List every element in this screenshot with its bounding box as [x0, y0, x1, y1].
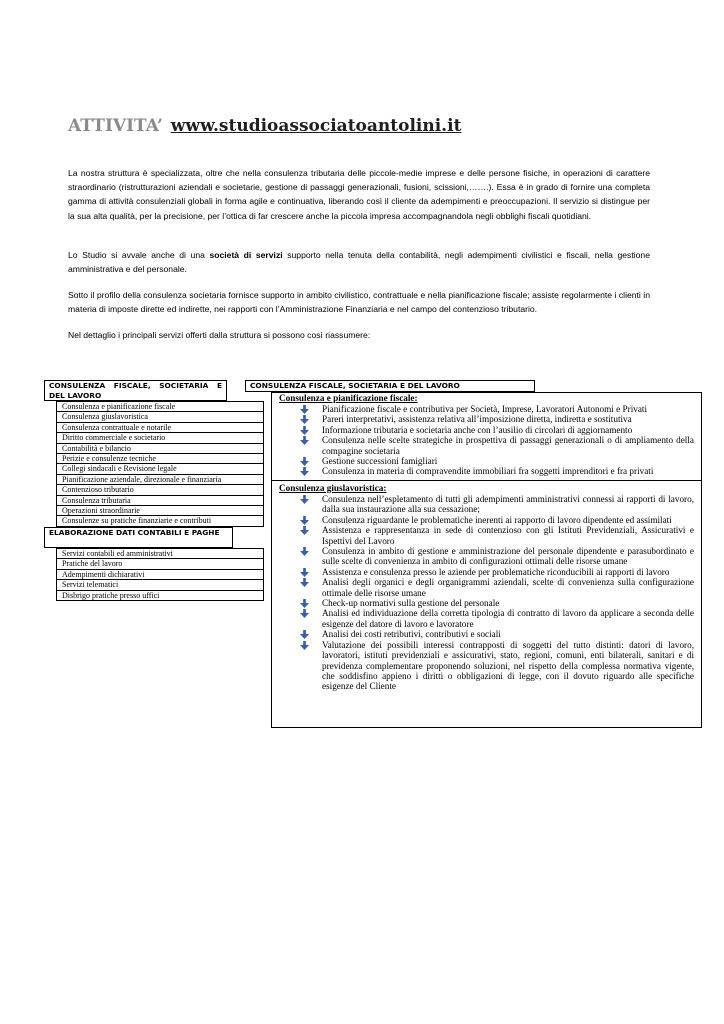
bullet-item — [300, 404, 694, 414]
bullet-text: Analisi dei costi retributivi, contributivi e sociali — [322, 629, 501, 640]
intro-paragraph-4: Nel dettaglio i principali servizi offerti dalla struttura si possono così riassumere: — [68, 330, 371, 340]
bullet-item — [300, 494, 694, 515]
bullet-item — [300, 425, 694, 435]
p2-text-after: supporto nella tenuta della contabilità, negli adempimenti civilistici e fiscali, nella gestione amministrativa e del personale. — [68, 250, 650, 275]
arrow-down-bullet-icon — [300, 609, 309, 618]
bullet-text: Gestione successioni famigliari — [322, 456, 438, 467]
p2-bold-text: società di servizi — [209, 250, 283, 260]
bullet-text: Consulenza nelle scelte strategiche in prospettiva di passaggi generazionali o di ampliamento della compagine societaria — [322, 435, 694, 456]
arrow-down-bullet-icon — [300, 630, 309, 639]
bullet-item — [300, 435, 694, 456]
bullet-item — [300, 640, 694, 692]
list-item: Collegi sindacali e Revisione legale — [56, 464, 264, 474]
arrow-down-bullet-icon — [300, 436, 309, 445]
bullet-text: Consulenza riguardante le problematiche inerenti ai rapporto di lavoro dipendente ed assimilati — [322, 514, 672, 525]
section-fiscale-title: Consulenza e pianificazione fiscale: — [279, 393, 418, 403]
detail-box — [271, 392, 702, 728]
intro-paragraph-2 — [68, 248, 650, 276]
section-divider — [272, 480, 701, 481]
list-item: Consulenza giuslavoristica — [56, 412, 264, 422]
bullet-item — [300, 598, 694, 608]
list-item: Consulenze su pratiche finanziarie e contributi — [56, 516, 264, 526]
arrow-down-bullet-icon — [300, 405, 309, 414]
arrow-down-bullet-icon — [300, 516, 309, 525]
bullet-text: Informazione tributaria e societaria anche con l’ausilio di circolari di aggiornamento — [322, 424, 633, 435]
group-consulenza-list — [56, 401, 264, 527]
bullet-text: Consulenza in materia di compravendite immobiliari fra soggetti imprenditori e fra privati — [322, 466, 654, 477]
list-item: Pianificazione aziendale, direzionale e finanziaria — [56, 475, 264, 485]
bullet-text: Check-up normativi sulla gestione del personale — [322, 598, 500, 609]
bullet-text: Assistenza e rappresentanza in sede di contenzioso con gli Istituti Previdenziali, Assicurativi e Ispettivi del Lavoro — [322, 525, 694, 546]
list-item: Servizi telematici — [56, 580, 264, 590]
section-giuslavoristica-list — [300, 494, 694, 692]
bullet-item — [300, 608, 694, 629]
arrow-down-bullet-icon — [300, 578, 309, 587]
list-item: Pratiche del lavoro — [56, 559, 264, 569]
section-fiscale-list — [300, 404, 694, 477]
arrow-down-bullet-icon — [300, 599, 309, 608]
bullet-item — [300, 414, 694, 424]
arrow-down-bullet-icon — [300, 568, 309, 577]
section-giuslavoristica-title: Consulenza giuslavoristica: — [279, 483, 387, 493]
bullet-item — [300, 466, 694, 476]
bullet-text: Pianificazione fiscale e contributiva per Società, Imprese, Lavoratori Autonomi e Privati — [322, 404, 648, 414]
bullet-item — [300, 567, 694, 577]
intro-paragraph-3: Sotto il profilo della consulenza societaria fornisce supporto in ambito civilistico, contrattuale e nella pianificazione fiscale; assiste regolarmente i clienti in materia di imposte dirette ed indirette, nei rapporti con l’Amministrazione Finanziaria e nel campo del contenzioso tributario. — [68, 290, 650, 315]
intro-paragraph-1: La nostra struttura è specializzata, oltre che nella consulenza tributaria delle piccole-medie imprese e delle persone fisiche, in operazioni di carattere straordinario (ristrutturazioni aziendali e societarie, gestione di passaggi generazionali, fusioni, scissioni,…….). Essa è in grado di fornire una completa gamma di attività consulenziali globali in forma agile e continuativa, liberando così il cliente da adempimenti e preoccupazioni. Il servizio si distingue per la sua alta qualità, per la precisione, per l’ottica di far crescere anche la piccola impresa accompagnandola negli obblighi fiscali quotidiani. — [68, 168, 650, 221]
arrow-down-bullet-icon — [300, 467, 309, 476]
bullet-item — [300, 546, 694, 567]
bullet-text: Analisi ed individuazione della corretta tipologia di contratto di lavoro da applicare a seconda delle esigenze del datore di lavoro e lavoratore — [322, 608, 694, 629]
group-elaborazione-list — [56, 548, 264, 601]
list-item: Disbrigo pratiche presso uffici — [56, 591, 264, 601]
arrow-down-bullet-icon — [300, 426, 309, 435]
bullet-item — [300, 525, 694, 546]
arrow-down-bullet-icon — [300, 526, 309, 535]
bullet-text: Pareri interpretativi, assistenza relativa all’imposizione diretta, indiretta e sostitutiva — [322, 414, 632, 425]
list-item: Operazioni straordinarie — [56, 506, 264, 516]
list-item: Consulenza contrattuale e notarile — [56, 423, 264, 433]
bullet-item — [300, 629, 694, 639]
bullet-text: Analisi degli organici e degli organigrammi aziendali, scelte di convenienza sulla configurazione ottimale delle risorse umane — [322, 577, 694, 598]
arrow-down-bullet-icon — [300, 641, 309, 650]
list-item: Perizie e consulenze tecniche — [56, 454, 264, 464]
list-item: Servizi contabili ed amministrativi — [56, 548, 264, 559]
bullet-item — [300, 515, 694, 525]
arrow-down-bullet-icon — [300, 457, 309, 466]
arrow-down-bullet-icon — [300, 495, 309, 504]
group-consulenza-title: CONSULENZA FISCALE, SOCIETARIA E DEL LAVORO — [44, 380, 227, 401]
list-item: Contabilità e bilancio — [56, 444, 264, 454]
arrow-down-bullet-icon — [300, 547, 309, 556]
list-item: Contenzioso tributario — [56, 485, 264, 495]
list-item: Consulenza tributaria — [56, 496, 264, 506]
detail-header: CONSULENZA FISCALE, SOCIETARIA E DEL LAVORO — [245, 380, 535, 392]
bullet-item — [300, 577, 694, 598]
bullet-text: Consulenza nell’espletamento di tutti gli adempimenti amministrativi connessi ai rapporti di lavoro, dalla sua instaurazione alla sua cessazione; — [322, 494, 694, 515]
website-link[interactable]: www.studioassociatoantolini.it — [170, 116, 462, 136]
title-prefix: ATTIVITA’ — [68, 116, 163, 136]
arrow-down-bullet-icon — [300, 415, 309, 424]
list-item: Adempimenti dichiarativi — [56, 570, 264, 580]
list-item: Diritto commerciale e societario — [56, 433, 264, 443]
page-title — [68, 116, 461, 136]
bullet-item — [300, 456, 694, 466]
list-item: Consulenza e pianificazione fiscale — [56, 401, 264, 412]
bullet-text: Assistenza e consulenza presso le aziende per problematiche riconducibili ai rapporti di lavoro — [322, 566, 670, 577]
bullet-text: Valutazione dei possibili interessi contrapposti di soggetti del tutto distinti: datori di lavoro, lavoratori, istituti previdenziali e assicurativi, stato, regioni, comuni, enti bilaterali, sanitari e di previdenza complementare proponendo soluzioni, nel rispetto della complessa normativa vigente, che soddisfino appieno i diritti o obbligazioni di legge, con il dovuto riguardo alle specifiche esigenze del Cliente — [322, 639, 694, 692]
p2-text-before: Lo Studio si avvale anche di una — [68, 250, 210, 260]
group-elaborazione-title: ELABORAZIONE DATI CONTABILI E PAGHE — [44, 527, 233, 548]
bullet-text: Consulenza in ambito di gestione e amministrazione del personale dipendente e parasubordinato e sulle scelte di convenienza in ambito di configurazioni ottimali delle risorse umane — [322, 546, 694, 567]
